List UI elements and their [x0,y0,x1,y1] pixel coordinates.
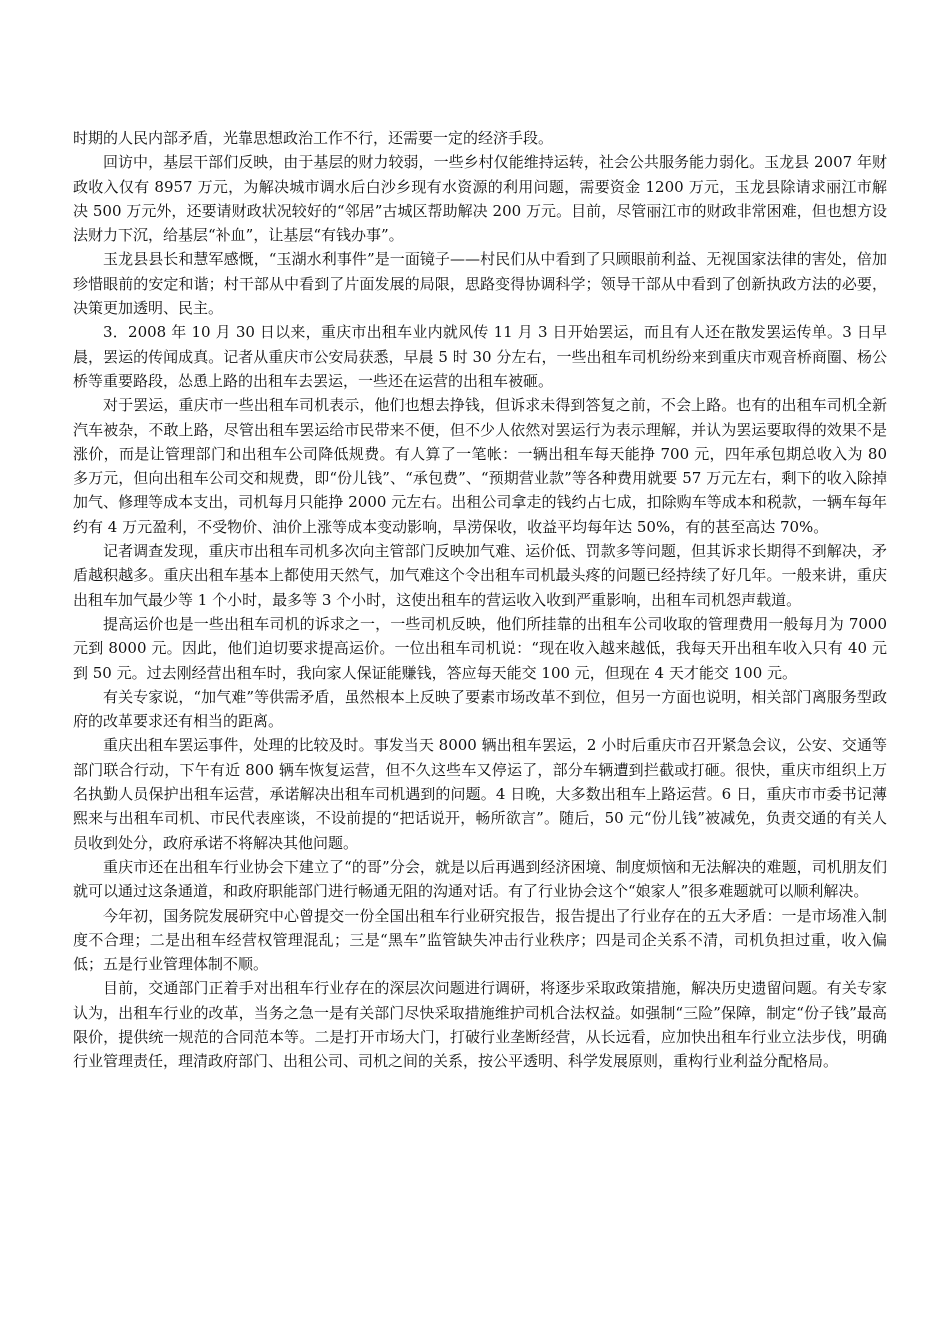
paragraph-driver-demands: 对于罢运，重庆市一些出租车司机表示，他们也想去挣钱，但诉求未得到答复之前，不会上路。也有的出租车司机全新汽车被杂，不敢上路，尽管出租车罢运给市民带来不便，但不少人依然对罢运行为表示理解，并认为罢运要取得的效果不是涨价，而是让管理部门和出租车公司降低规费。有人算了一笔帐：一辆出租车每天能挣 700 元，四年承包期总收入为 80 多万元，但向出租车公司交和规费，即“份儿钱”、“承包费”、“预期营业款”等各种费用就要 57 万元左右，剩下的收入除掉加气、修理等成本支出，司机每月只能挣 2000 元左右。出租公司拿走的钱约占七成，扣除购车等成本和税款，一辆车每年约有 4 万元盈利，不受物价、油价上涨等成本变动影响，旱涝保收，收益平均每年达 50%，有的甚至高达 70%。 [73,396,887,536]
document-body [73,126,887,1074]
paragraph-continuation: 时期的人民内部矛盾，光靠思想政治工作不行，还需要一定的经济手段。 [73,129,554,147]
paragraph-fare-increase: 提高运价也是一些出租车司机的诉求之一，一些司机反映，他们所挂靠的出租车公司收取的管理费用一般每月为 7000 元到 8000 元。因此，他们迫切要求提高运价。一位出租车司机说：“现在收入越来越低，我每天开出租车收入只有 40 元到 50 元。过去刚经营出租车时，我向家人保证能赚钱，答应每天能交 100 元，但现在 4 天才能交 100 元。 [73,614,887,682]
paragraph-expert-opinion: 有关专家说，“加气难”等供需矛盾，虽然根本上反映了要素市场改革不到位，但另一方面也说明，相关部门离服务型政府的改革要求还有相当的距离。 [73,687,887,731]
paragraph-incident-handling: 重庆出租车罢运事件，处理的比较及时。事发当天 8000 辆出租车罢运，2 小时后重庆市召开紧急会议，公安、交通等部门联合行动，下午有近 800 辆车恢复运营，但不久这些车又停运了，部分车辆遭到拦截或打砸。很快，重庆市组织上万名执勤人员保护出租车运营，承诺解决出租车司机遇到的问题。4 日晚，大多数出租车上路运营。6 日，重庆市市委书记薄熙来与出租车司机、市民代表座谈，不设前提的“把话说开，畅所欲言”。随后，50 元“份儿钱”被减免，负责交通的有关人员收到处分，政府承诺不将解决其他问题。 [73,736,887,852]
paragraph-reporter-investigation: 记者调查发现，重庆市出租车司机多次向主管部门反映加气难、运价低、罚款多等问题，但其诉求长期得不到解决，矛盾越积越多。重庆出租车基本上都使用天然气，加气难这个令出租车司机最头疼的问题已经持续了好几年。一般来讲，重庆出租车加气最少等 1 个小时，最多等 3 个小时，这使出租车的营运收入收到严重影响，出租车司机怨声载道。 [73,542,887,609]
paragraph-chongqing-strike-start: 3．2008 年 10 月 30 日以来，重庆市出租车业内就风传 11 月 3 日开始罢运，而且有人还在散发罢运传单。3 日早晨，罢运的传闻成真。记者从重庆市公安局获悉，早晨 5 时 30 分左右，一些出租车司机纷纷来到重庆市观音桥商圈、杨公桥等重要路段，怂恿上路的出租车去罢运，一些还在运营的出租车被砸。 [73,323,887,390]
paragraph-state-council-report: 今年初，国务院发展研究中心曾提交一份全国出租车行业研究报告，报告提出了行业存在的五大矛盾：一是市场准入制度不合理；二是出租车经营权管理混乱；三是“黑车”监管缺失冲击行业秩序；四是司企关系不清，司机负担过重，收入偏低；五是行业管理体制不顺。 [73,906,887,974]
paragraph-reform-recommendations: 目前，交通部门正着手对出租车行业存在的深层次问题进行调研，将逐步采取政策措施，解决历史遗留问题。有关专家认为，出租车行业的改革，当务之急一是有关部门尽快采取措施维护司机合法权益。如强制“三险”保障，制定“份子钱”最高限价，提供统一规范的合同范本等。二是打开市场大门，打破行业垄断经营，从长远看，应加快出租车行业立法步伐，明确行业管理责任，理清政府部门、出租公司、司机之间的关系，按公平透明、科学发展原则，重构行业利益分配格局。 [73,979,887,1071]
paragraph-county-head-remarks: 玉龙县县长和慧军感慨，“玉湖水利事件”是一面镜子——村民们从中看到了只顾眼前利益、无视国家法律的害处，倍加珍惜眼前的安定和谐；村干部从中看到了片面发展的局限，思路变得协调科学；领导干部从中看到了创新执政方法的必要，决策更加透明、民主。 [73,250,887,318]
paragraph-grassroots-finance: 回访中，基层干部们反映，由于基层的财力较弱，一些乡村仅能维持运转，社会公共服务能力弱化。玉龙县 2007 年财政收入仅有 8957 万元，为解决城市调水后白沙乡现有水资源的利用问题，需要资金 1200 万元，玉龙县除请求丽江市解决 500 万元外，还要请财政状况较好的“邻居”古城区帮助解决 200 万元。目前，尽管丽江市的财政非常困难，但也想方设法财力下沉，给基层“补血”，让基层“有钱办事”。 [73,153,887,245]
paragraph-industry-association: 重庆市还在出租车行业协会下建立了“的哥”分会，就是以后再遇到经济困境、制度烦恼和无法解决的难题，司机朋友们就可以通过这条通道，和政府职能部门进行畅通无阻的沟通对话。有了行业协会这个“娘家人”很多难题就可以顺利解决。 [73,857,887,901]
